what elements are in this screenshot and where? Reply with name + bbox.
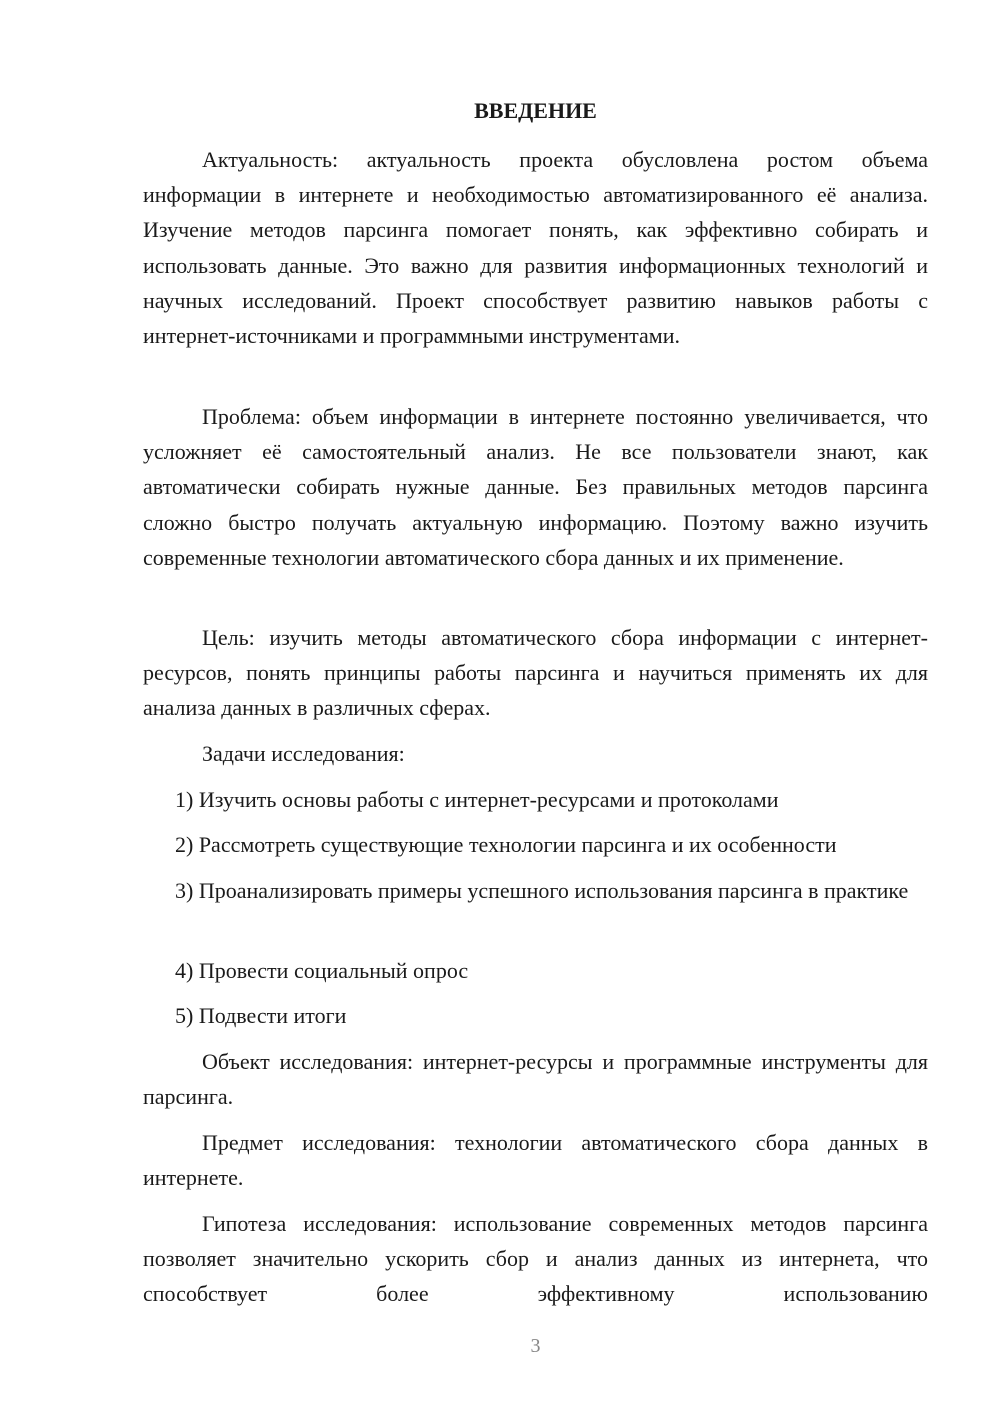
list-item-task-2: 2) Рассмотреть существующие технологии парсинга и их особенности (175, 832, 837, 857)
paragraph-hypothesis: Гипотеза исследования: использование современных методов парсинга позволяет значительно ускорить сбор и анализ данных из интернета, что способствует более эффективному использованию (143, 1211, 928, 1307)
tasks-heading: Задачи исследования: (202, 741, 405, 766)
list-item-task-1: 1) Изучить основы работы с интернет-ресурсами и протоколами (175, 787, 779, 812)
document-page (143, 0, 928, 1414)
paragraph-problem: Проблема: объем информации в интернете постоянно увеличивается, что усложняет её самостоятельный анализ. Не все пользователи знают, как автоматически собирать нужные данные. Без правильных методов парсинга сложно быстро получать актуальную информацию. Поэтому важно изучить современные технологии автоматического сбора данных и их применение. (143, 404, 928, 570)
list-item-task-5: 5) Подвести итоги (175, 1003, 347, 1028)
paragraph-relevance: Актуальность: актуальность проекта обусловлена ростом объема информации в интернете и необходимостью автоматизированного её анализа. Изучение методов парсинга помогает понять, как эффективно собирать и использовать данные. Это важно для развития информационных технологий и научных исследований. Проект способствует развитию навыков работы с интернет-источниками и программными инструментами. (143, 147, 928, 349)
list-item-task-3: 3) Проанализировать примеры успешного использования парсинга в практике (175, 878, 909, 903)
paragraph-goal: Цель: изучить методы автоматического сбора информации с интернет-ресурсов, понять принципы работы парсинга и научиться применять их для анализа данных в различных сферах. (143, 625, 928, 721)
page-number: 3 (530, 1335, 541, 1357)
list-item-task-4: 4) Провести социальный опрос (175, 958, 469, 983)
paragraph-object: Объект исследования: интернет-ресурсы и программные инструменты для парсинга. (143, 1049, 928, 1110)
page-title: ВВЕДЕНИЕ (474, 98, 597, 123)
paragraph-subject: Предмет исследования: технологии автоматического сбора данных в интернете. (143, 1130, 928, 1191)
